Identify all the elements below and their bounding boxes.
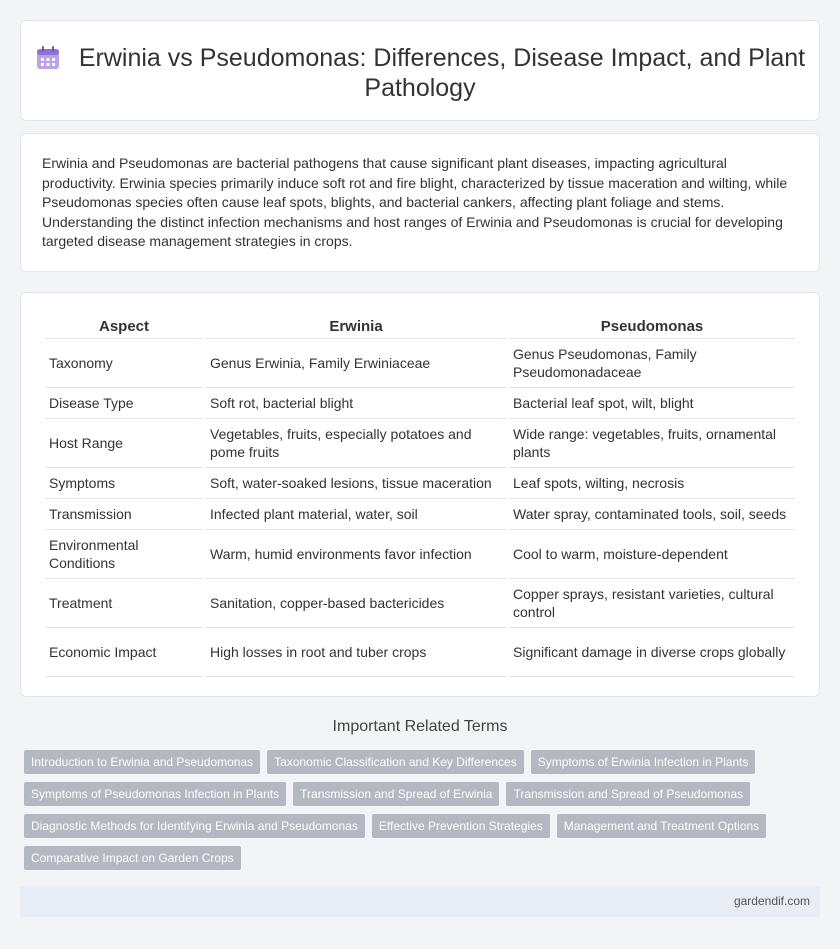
table-row (45, 628, 795, 677)
related-term-link[interactable]: Diagnostic Methods for Identifying Erwinia and Pseudomonas (24, 814, 365, 838)
related-term-link[interactable]: Symptoms of Erwinia Infection in Plants (531, 750, 756, 774)
cell-erwinia: Soft rot, bacterial blight (206, 388, 506, 419)
comparison-table (42, 309, 798, 677)
cell-aspect: Taxonomy (45, 339, 203, 388)
cell-pseudomonas: Cool to warm, moisture-dependent (509, 530, 795, 579)
cell-erwinia: Sanitation, copper-based bactericides (206, 579, 506, 628)
cell-pseudomonas: Water spray, contaminated tools, soil, seeds (509, 499, 795, 530)
site-name[interactable]: gardendif.com (733, 894, 810, 908)
cell-pseudomonas: Wide range: vegetables, fruits, ornamental plants (509, 419, 795, 468)
cell-aspect: Economic Impact (45, 628, 203, 677)
column-header-pseudomonas: Pseudomonas (509, 309, 795, 339)
cell-erwinia: High losses in root and tuber crops (206, 628, 506, 677)
cell-erwinia: Vegetables, fruits, especially potatoes and pome fruits (206, 419, 506, 468)
related-term-link[interactable]: Introduction to Erwinia and Pseudomonas (24, 750, 260, 774)
cell-aspect: Symptoms (45, 468, 203, 499)
table-row (45, 468, 795, 499)
page-header (20, 20, 820, 121)
cell-pseudomonas: Bacterial leaf spot, wilt, blight (509, 388, 795, 419)
cell-pseudomonas: Leaf spots, wilting, necrosis (509, 468, 795, 499)
column-header-erwinia: Erwinia (206, 309, 506, 339)
related-terms-list (24, 750, 804, 870)
intro-card (20, 133, 820, 272)
related-term-link[interactable]: Effective Prevention Strategies (372, 814, 550, 838)
related-term-link[interactable]: Transmission and Spread of Erwinia (293, 782, 499, 806)
cell-aspect: Disease Type (45, 388, 203, 419)
related-term-link[interactable]: Management and Treatment Options (557, 814, 766, 838)
cell-pseudomonas: Significant damage in diverse crops globally (509, 628, 795, 677)
related-term-link[interactable]: Comparative Impact on Garden Crops (24, 846, 241, 870)
cell-aspect: Treatment (45, 579, 203, 628)
cell-pseudomonas: Copper sprays, resistant varieties, cultural control (509, 579, 795, 628)
cell-aspect: Transmission (45, 499, 203, 530)
table-row (45, 530, 795, 579)
related-term-link[interactable]: Taxonomic Classification and Key Differences (267, 750, 524, 774)
cell-erwinia: Warm, humid environments favor infection (206, 530, 506, 579)
cell-aspect: Host Range (45, 419, 203, 468)
table-row (45, 339, 795, 388)
table-row (45, 579, 795, 628)
cell-aspect: Environmental Conditions (45, 530, 203, 579)
intro-text: Erwinia and Pseudomonas are bacterial pathogens that cause significant plant diseases, impacting agricultural productivity. Erwinia species primarily induce soft rot and fire blight, characterized by tissue maceration and wilting, while Pseudomonas species often cause leaf spots, blights, and bacterial cankers, affecting plant foliage and stems. Understanding the distinct infection mechanisms and host ranges of Erwinia and Pseudomonas is crucial for developing targeted disease management strategies in crops. (42, 155, 788, 249)
page-title: Erwinia vs Pseudomonas: Differences, Disease Impact, and Plant Pathology (78, 44, 806, 102)
related-term-link[interactable]: Transmission and Spread of Pseudomonas (506, 782, 750, 806)
table-row (45, 388, 795, 419)
cell-erwinia: Genus Erwinia, Family Erwiniaceae (206, 339, 506, 388)
related-term-link[interactable]: Symptoms of Pseudomonas Infection in Plants (24, 782, 286, 806)
cell-erwinia: Soft, water-soaked lesions, tissue maceration (206, 468, 506, 499)
table-row (45, 499, 795, 530)
cell-pseudomonas: Genus Pseudomonas, Family Pseudomonadaceae (509, 339, 795, 388)
cell-erwinia: Infected plant material, water, soil (206, 499, 506, 530)
page-footer (20, 886, 820, 917)
related-terms-title: Important Related Terms (332, 718, 508, 735)
comparison-card (20, 292, 820, 697)
column-header-aspect: Aspect (45, 309, 203, 339)
page-title-wrap (21, 43, 819, 103)
table-row (45, 419, 795, 468)
calendar-icon (35, 45, 61, 71)
